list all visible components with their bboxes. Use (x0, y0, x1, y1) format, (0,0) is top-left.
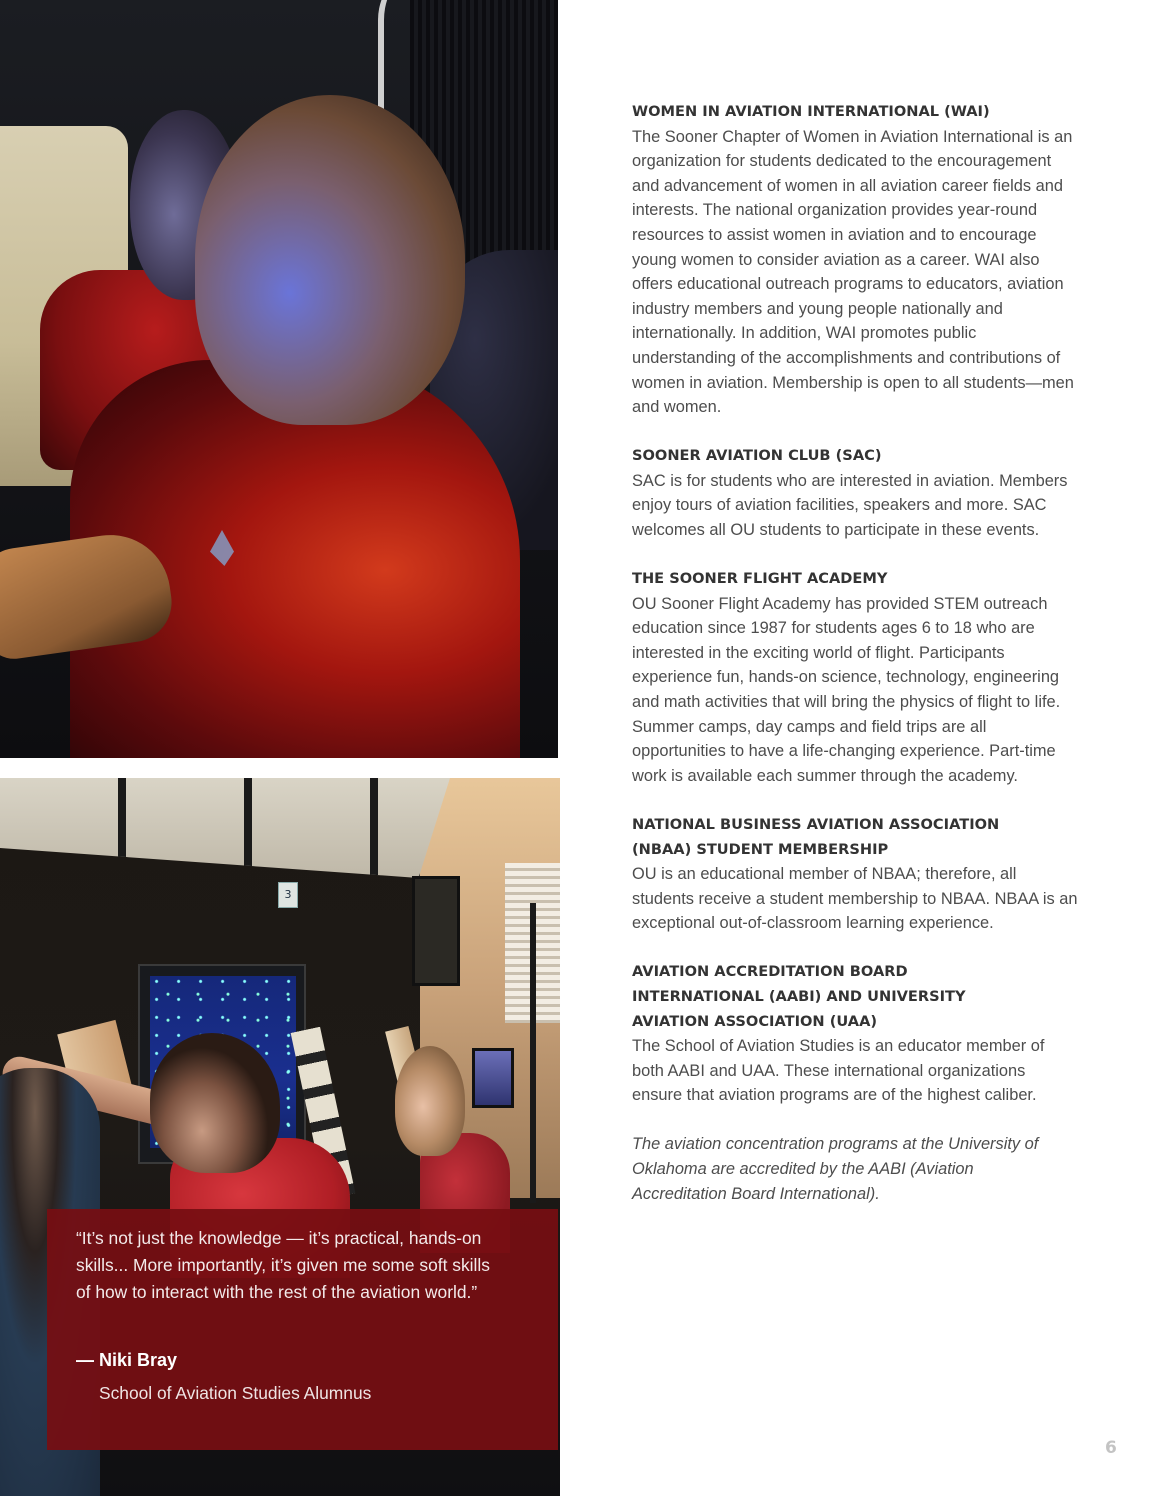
testimonial-quote-box (47, 1209, 558, 1450)
photo-overhead-maps (0, 778, 450, 878)
section-body: The School of Aviation Studies is an educator member of both AABI and UAA. These international organizations ensure that aviation programs are of the highest caliber. (632, 1037, 1045, 1105)
organizations-text-column (632, 100, 1082, 1206)
section-body: OU Sooner Flight Academy has provided STEM outreach education since 1987 for students ages 6 to 18 who are interested in the exciting world of flight. Participants experience fun, hands-on science, technology, engineering and math activities that will bring the physics of flight to life. Summer camps, day camps and field trips are all opportunities to have a life-changing experience. Part-time work is available each summer through the academy. (632, 594, 1061, 785)
section-heading: SOONER AVIATION CLUB (SAC) (632, 447, 882, 465)
photo-flight-simulator (0, 0, 558, 758)
section-nbaa (632, 813, 1082, 936)
photo-person-male-head (195, 95, 465, 425)
photo-person-male-head (150, 1033, 280, 1173)
section-heading: THE SOONER FLIGHT ACADEMY (632, 570, 888, 588)
section-heading: AVIATION ACCREDITATION BOARD INTERNATIONAL (AABI) AND UNIVERSITY AVIATION ASSOCIATION (UAA) (632, 963, 966, 1030)
section-aabi-uaa (632, 960, 1082, 1108)
section-flight-academy (632, 567, 1082, 788)
quote-text: “It’s not just the knowledge — it’s practical, hands-on skills... More importantly, it’s given me some soft skills of how to interact with the rest of the aviation world.” (76, 1228, 490, 1303)
photo-station-sign: 3 (278, 882, 298, 908)
page-number: 6 (1105, 1438, 1117, 1458)
accreditation-note: The aviation concentration programs at the University of Oklahoma are accredited by the AABI (Aviation Accreditation Board International). (632, 1135, 1039, 1203)
section-body: OU is an educational member of NBAA; therefore, all students receive a student membership to NBAA. NBAA is an exceptional out-of-classroom learning experience. (632, 865, 1078, 933)
section-body: The Sooner Chapter of Women in Aviation International is an organization for students dedicated to the encouragement and advancement of women in all aviation career fields and interests. The national organization provides year-round resources to assist women in aviation and to encourage young women to consider aviation as a career. WAI also offers educational outreach programs to educators, aviation industry members and young people nationally and internationally. In addition, WAI promotes public understanding of the accomplishments and contributions of women in aviation. Membership is open to all students—men and women. (632, 127, 1074, 417)
photo-person-female-head (395, 1046, 465, 1156)
quote-author: — Niki Bray (76, 1349, 178, 1370)
quote-author-role: School of Aviation Studies Alumnus (99, 1382, 372, 1403)
section-heading: NATIONAL BUSINESS AVIATION ASSOCIATION (NBAA) STUDENT MEMBERSHIP (632, 815, 1000, 858)
section-wai (632, 100, 1082, 420)
section-heading: WOMEN IN AVIATION INTERNATIONAL (WAI) (632, 103, 990, 120)
section-sac (632, 444, 1082, 542)
photo-monitor (472, 1048, 514, 1108)
photo-wall-frame (412, 876, 460, 986)
photo-floor-lamp (530, 903, 536, 1203)
section-body: SAC is for students who are interested in aviation. Members enjoy tours of aviation facilities, speakers and more. SAC welcomes all OU students to participate in these events. (632, 471, 1068, 539)
